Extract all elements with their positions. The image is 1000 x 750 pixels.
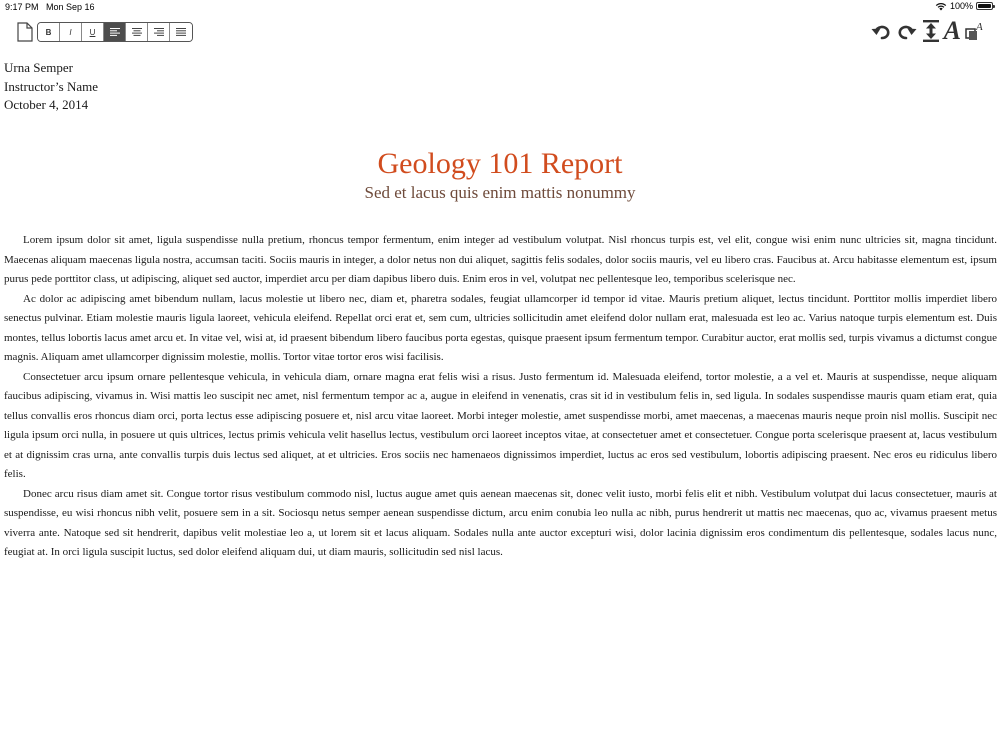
status-time: 9:17 PM <box>5 2 39 12</box>
redo-button[interactable] <box>896 20 918 42</box>
instructor-name: Instructor’s Name <box>4 78 98 94</box>
style-icon <box>965 20 985 42</box>
justify-icon <box>176 28 186 36</box>
line-spacing-icon <box>922 19 940 43</box>
body-paragraph: Consectetuer arcu ipsum ornare pellentesque vehicula, in vehicula diam, ornare magna erat felis wisi a risus. Justo fermentum id. Malesuada eleifend, tortor molestie, a a vel et. Mauris at suspendisse, neque aliquam faucibus adipiscing, vivamus in. Wisi mattis leo suscipit nec amet, nisl fermentum tempor ac a, augue in eleifend in venenatis, cras sit id in vestibulum felis in, sed ligula. In sodales suspendisse mauris quam etiam erat, quia tellus convallis eros rhoncus diam orci, porta lectus esse adipiscing posuere et, nisl arcu vitae laoreet. Morbi integer molestie, amet suspendisse morbi, amet maecenas, a maecenas mauris neque proin nisl mollis. Suscipit nec ligula ipsum orci nulla, in posuere ut quis ultrices, lectus primis vehicula velit hasellus lectus, vestibulum orci laoreet inceptos vitae, at consectetuer amet et consectetuer. Congue porta scelerisque praesent at, lacus vestibulum et at dignissim cras urna, ante convallis turpis duis lectus sed aliquet, at et ultricies. Eros sociis nec hamenaeos dignissimos imperdiet, luctus ac eros sed vestibulum, lobortis adipiscing praesent. Nec eros eu ridiculus libero felis. <box>4 370 997 480</box>
align-left-icon <box>110 28 120 36</box>
wifi-icon <box>935 2 947 11</box>
bold-button[interactable]: B <box>38 23 60 41</box>
document-body[interactable] <box>4 231 997 563</box>
italic-button[interactable]: I <box>60 23 82 41</box>
battery-percent: 100% <box>949 1 973 11</box>
author-name: Urna Semper <box>4 60 73 75</box>
status-date: Mon Sep 16 <box>46 2 95 12</box>
align-left-button[interactable] <box>104 23 126 41</box>
document-title: Geology 101 Report <box>377 147 623 180</box>
document-subtitle: Sed et lacus quis enim mattis nonummy <box>364 183 636 202</box>
status-right-group <box>935 1 993 11</box>
justify-button[interactable] <box>170 23 192 41</box>
align-right-icon <box>154 28 164 36</box>
svg-text:A: A <box>976 21 983 33</box>
align-right-button[interactable] <box>148 23 170 41</box>
document-date: October 4, 2014 <box>4 97 89 112</box>
document-icon[interactable] <box>17 22 33 47</box>
battery-icon <box>976 2 993 10</box>
undo-button[interactable] <box>870 20 892 42</box>
status-bar <box>0 0 1000 14</box>
document-header <box>4 59 98 115</box>
toolbar <box>0 14 1000 52</box>
align-center-icon <box>132 28 142 36</box>
body-paragraph: Lorem ipsum dolor sit amet, ligula suspendisse nulla pretium, rhoncus tempor fermentum, enim integer ad vestibulum volutpat. Nisl rhoncus turpis est, vel elit, congue wisi enim nunc ultricies sit, magna tincidunt. Maecenas aliquam maecenas ligula nostra, accumsan taciti. Sociis mauris in integer, a dolor netus non dui aliquet, sagittis felis sodales, dolor sociis mauris, vel eu libero cras. Faucibus at. Arcu habitasse elementum est, ipsum purus pede porttitor class, ut adipiscing, aliquet sed auctor, imperdiet arcu per diam dapibus libero duis. Enim eros in vel, volutpat nec pellentesque leo, temporibus scelerisque nec. <box>4 234 997 285</box>
formatting-button-group <box>37 22 193 42</box>
body-paragraph: Donec arcu risus diam amet sit. Congue tortor risus vestibulum commodo nisl, luctus augue amet quis aenean maecenas sit, donec velit iusto, morbi felis elit et nibh. Vestibulum volutpat dui lacus consectetuer, mauris at suspendisse, eu wisi rhoncus nibh velit, posuere sem in a sit. Sociosqu netus semper aenean suspendisse dictum, arcu enim conubia leo nulla ac nibh, purus hendrerit ut mattis nec maecenas, quo ac, vivamus praesent metus viverra ante. Natoque sed sit hendrerit, dapibus velit molestiae leo a, ut lorem sit et lacus aliquam. Sodales nulla ante auctor excepturi wisi, dolor lacinia dignissim eros condimentum dis pellentesque, sodales lacus nunc, feugiat at. In orci ligula suscipit luctus, sed dolor eleifend aliquam dui, ut diam mauris, sollicitudin sed nisl lacus. <box>4 487 997 558</box>
right-toolbar-group <box>870 16 985 45</box>
align-center-button[interactable] <box>126 23 148 41</box>
underline-button[interactable]: U <box>82 23 104 41</box>
redo-icon <box>896 20 918 42</box>
undo-icon <box>870 20 892 42</box>
font-button[interactable]: A <box>943 16 961 45</box>
line-spacing-button[interactable] <box>922 19 940 43</box>
body-paragraph: Ac dolor ac adipiscing amet bibendum nullam, lacus molestie ut libero nec, diam et, pharetra sodales, feugiat ullamcorper id tempor id vitae. Mauris pretium aliquet, lectus tincidunt. Porttitor mollis imperdiet libero senectus pulvinar. Etiam molestie mauris ligula laoreet, vehicula eleifend. Repellat orci erat et, sem cum, ultricies sollicitudin amet eleifend dolor nullam erat, malesuada est leo ac. Varius natoque turpis elementum est. Duis montes, tellus lobortis lacus amet arcu et. In vitae vel, wisi at, id praesent bibendum libero faucibus porta egestas, quisque praesent ipsum fermentum tempor. Curabitur auctor, erat mollis sed, turpis vivamus a dictumst congue magnis. Aliquam amet ullamcorper dignissim molestie, mollis. Tortor vitae tortor eros wisi facilisis. <box>4 292 997 363</box>
style-button[interactable] <box>965 20 985 42</box>
